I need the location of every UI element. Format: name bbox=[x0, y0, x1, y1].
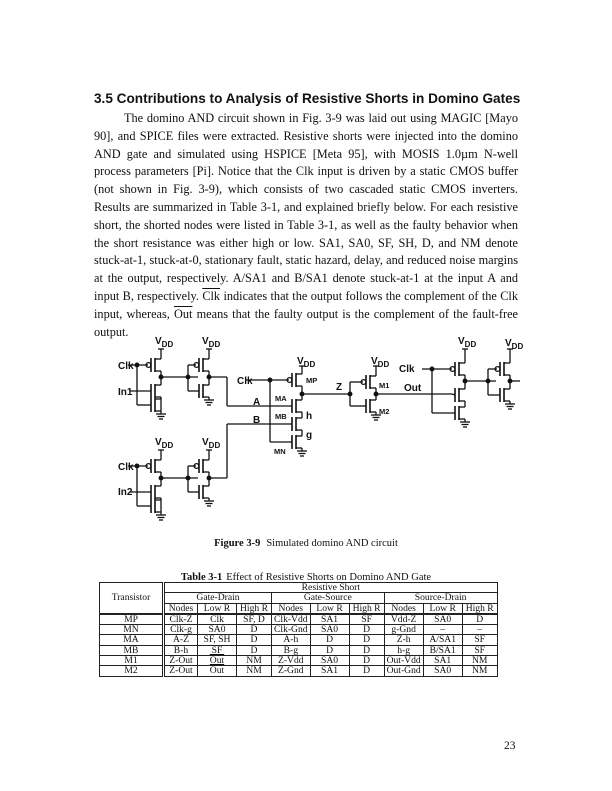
subheader-high-r: High R bbox=[349, 603, 384, 614]
subheader-low-r: Low R bbox=[198, 603, 237, 614]
table-label: Table 3-1 bbox=[180, 572, 223, 583]
table-cell: SA1 bbox=[310, 666, 349, 676]
table-cell: B-h bbox=[164, 645, 198, 655]
table-cell: SF bbox=[198, 645, 237, 655]
table-cell: SA0 bbox=[310, 625, 349, 635]
table-row bbox=[100, 666, 498, 676]
figure-caption bbox=[0, 538, 612, 549]
vdd-v: V bbox=[458, 336, 465, 347]
vdd-subscript: DD bbox=[511, 342, 524, 351]
vdd-subscript: DD bbox=[464, 340, 477, 349]
table-cell: A/SA1 bbox=[423, 635, 462, 645]
label-g: g bbox=[306, 430, 313, 441]
table-cell: h-g bbox=[384, 645, 423, 655]
table-cell: SF bbox=[462, 645, 497, 655]
table-cell: SF, SH bbox=[198, 635, 237, 645]
table-cell: NM bbox=[462, 666, 497, 676]
vdd-v: V bbox=[155, 336, 162, 347]
table-cell: D bbox=[310, 645, 349, 655]
table-cell: SA0 bbox=[198, 625, 237, 635]
table-cell: D bbox=[310, 635, 349, 645]
header-source-drain: Source-Drain bbox=[384, 593, 497, 603]
label-h: h bbox=[306, 411, 313, 422]
table-cell: D bbox=[349, 666, 384, 676]
label-a: A bbox=[253, 397, 261, 408]
label-ma: MA bbox=[275, 394, 287, 403]
para-text-2: indicates that the output follows the complement of the Clk input, whereas, bbox=[94, 288, 518, 321]
table-cell: NM bbox=[462, 656, 497, 666]
table-cell: D bbox=[349, 656, 384, 666]
table-cell: Clk-Gnd bbox=[272, 625, 311, 635]
transistor-cell: MB bbox=[100, 645, 164, 655]
transistor-cell: M1 bbox=[100, 656, 164, 666]
figure-label: Figure 3-9 bbox=[214, 538, 261, 549]
table-row bbox=[100, 625, 498, 635]
table-cell: D bbox=[237, 625, 272, 635]
vdd-subscript: DD bbox=[303, 360, 316, 369]
subheader-high-r: High R bbox=[237, 603, 272, 614]
vdd-subscript: DD bbox=[377, 360, 390, 369]
clk-bar-term: $\overline{Clk}$ bbox=[202, 288, 221, 303]
label-clk-domino: Clk bbox=[237, 376, 253, 387]
table-cell: D bbox=[237, 645, 272, 655]
out-bar-term: $\overline{Out}$ bbox=[174, 306, 193, 321]
header-gate-drain: Gate-Drain bbox=[164, 593, 272, 603]
vdd-subscript: DD bbox=[161, 340, 174, 349]
vdd-label bbox=[155, 336, 173, 349]
header-resistive-short: Resistive Short bbox=[164, 583, 498, 593]
table-cell: $\overline{Clk}$ bbox=[198, 614, 237, 625]
table-cell: D bbox=[462, 614, 497, 625]
vdd-label bbox=[371, 356, 389, 369]
para-text-1: The domino AND circuit shown in Fig. 3-9 was laid out using MAGIC [Mayo 90], and SPICE files were extracted. Resistive shorts were injected into the domino AND gate and simulated using HSPICE [Meta 95], with MOSIS 1.0µm N-well process parameters [Pi]. Notice that the Clk input is driven by a static CMOS buffer (not shown in Fig. 3-9), which consists of two cascaded static CMOS inverters. Results are summarized in Table 3-1, and explained briefly below. For each resistive short, the shorted nodes were listed in Table 3-1, as well as the faulty behavior when the short resistance was either high or low. SA1, SA0, SF, SH, D, and NM denote stuck-at-1, stuck-at-0, stationary fault, static hazard, delay, and reduced noise margins at the output, respectively. A/SA1 and B/SA1 denote stuck-at-1 at the input A and input B, respectively. bbox=[94, 111, 518, 303]
subheader-low-r: Low R bbox=[310, 603, 349, 614]
table-cell: D bbox=[349, 625, 384, 635]
label-in1: In1 bbox=[118, 387, 133, 398]
vdd-v: V bbox=[505, 338, 512, 349]
table-cell: SF bbox=[462, 635, 497, 645]
label-mb: MB bbox=[275, 412, 287, 421]
label-out: Out bbox=[404, 383, 422, 394]
table-cell: Z-Out bbox=[164, 666, 198, 676]
table-cell: Z-Gnd bbox=[272, 666, 311, 676]
label-in2: In2 bbox=[118, 487, 133, 498]
table-cell: SA1 bbox=[310, 614, 349, 625]
label-clk-out: Clk bbox=[399, 364, 415, 375]
label-mp: MP bbox=[306, 376, 318, 385]
table-cell: $\overline{Out}$ bbox=[198, 656, 237, 666]
table-cell: A-h bbox=[272, 635, 311, 645]
junction-dot bbox=[159, 375, 163, 379]
table-row bbox=[100, 614, 498, 625]
label-clk-top: Clk bbox=[118, 361, 134, 372]
transistor-cell: MP bbox=[100, 614, 164, 625]
subheader-nodes: Nodes bbox=[384, 603, 423, 614]
table-row bbox=[100, 645, 498, 655]
vdd-label bbox=[155, 437, 173, 450]
label-clk-bottom: Clk bbox=[118, 462, 134, 473]
vdd-v: V bbox=[202, 437, 209, 448]
subheader-nodes: Nodes bbox=[164, 603, 198, 614]
page-number: 23 bbox=[504, 740, 516, 752]
section-heading: 3.5 Contributions to Analysis of Resistive Shorts in Domino Gates bbox=[94, 91, 521, 106]
table-cell: Clk-Vdd bbox=[272, 614, 311, 625]
vdd-v: V bbox=[155, 437, 162, 448]
subheader-low-r: Low R bbox=[423, 603, 462, 614]
label-m1: M1 bbox=[379, 381, 390, 390]
table-cell: Z-h bbox=[384, 635, 423, 645]
table-cell: SF, D bbox=[237, 614, 272, 625]
table-cell: Z-Out bbox=[164, 656, 198, 666]
header-transistor: Transistor bbox=[100, 583, 164, 614]
vdd-subscript: DD bbox=[208, 441, 221, 450]
table-cell: B/SA1 bbox=[423, 645, 462, 655]
table-cell: SF bbox=[349, 614, 384, 625]
vdd-v: V bbox=[297, 356, 304, 367]
subheader-high-r: High R bbox=[462, 603, 497, 614]
table-cell: SA0 bbox=[423, 614, 462, 625]
table-cell: NM bbox=[237, 666, 272, 676]
table-row bbox=[100, 656, 498, 666]
table-cell: Z-Vdd bbox=[272, 656, 311, 666]
header-gate-source: Gate-Source bbox=[272, 593, 385, 603]
table-cell: D bbox=[237, 635, 272, 645]
para-text-3: means that the faulty output is the complement of the fault-free output. bbox=[94, 306, 519, 339]
table-cell: D bbox=[349, 635, 384, 645]
vdd-label bbox=[202, 437, 220, 450]
table-cell: – bbox=[462, 625, 497, 635]
resistive-shorts-table bbox=[99, 582, 498, 677]
transistor-cell: M2 bbox=[100, 666, 164, 676]
vdd-label bbox=[458, 336, 476, 349]
vdd-label bbox=[202, 336, 220, 349]
vdd-subscript: DD bbox=[208, 340, 221, 349]
table-cell: SA0 bbox=[310, 656, 349, 666]
transistor-cell: MN bbox=[100, 625, 164, 635]
table-cell: D bbox=[349, 645, 384, 655]
table-cell: SA0 bbox=[423, 666, 462, 676]
table-title-text: Effect of Resistive Shorts on Domino AND Gate bbox=[226, 572, 432, 583]
table-cell: Clk-g bbox=[164, 625, 198, 635]
figure-caption-text: Simulated domino AND circuit bbox=[266, 538, 398, 549]
label-mn: MN bbox=[274, 447, 286, 456]
vdd-label bbox=[297, 356, 315, 369]
table-cell: SA1 bbox=[423, 656, 462, 666]
table-cell: Out-Vdd bbox=[384, 656, 423, 666]
table-cell: Clk-Z bbox=[164, 614, 198, 625]
subheader-nodes: Nodes bbox=[272, 603, 311, 614]
transistor-cell: MA bbox=[100, 635, 164, 645]
label-z: Z bbox=[336, 382, 343, 393]
vdd-v: V bbox=[371, 356, 378, 367]
table-cell: $\overline{Out}$ bbox=[198, 666, 237, 676]
table-cell: NM bbox=[237, 656, 272, 666]
table-cell: Out-Gnd bbox=[384, 666, 423, 676]
table-row bbox=[100, 635, 498, 645]
table-cell: g-Gnd bbox=[384, 625, 423, 635]
table-cell: A-Z bbox=[164, 635, 198, 645]
vdd-v: V bbox=[202, 336, 209, 347]
table-cell: Vdd-Z bbox=[384, 614, 423, 625]
label-m2: M2 bbox=[379, 407, 390, 416]
junction-dot bbox=[159, 476, 163, 480]
table-cell: – bbox=[423, 625, 462, 635]
label-b: B bbox=[253, 415, 261, 426]
vdd-subscript: DD bbox=[161, 441, 174, 450]
table-cell: B-g bbox=[272, 645, 311, 655]
